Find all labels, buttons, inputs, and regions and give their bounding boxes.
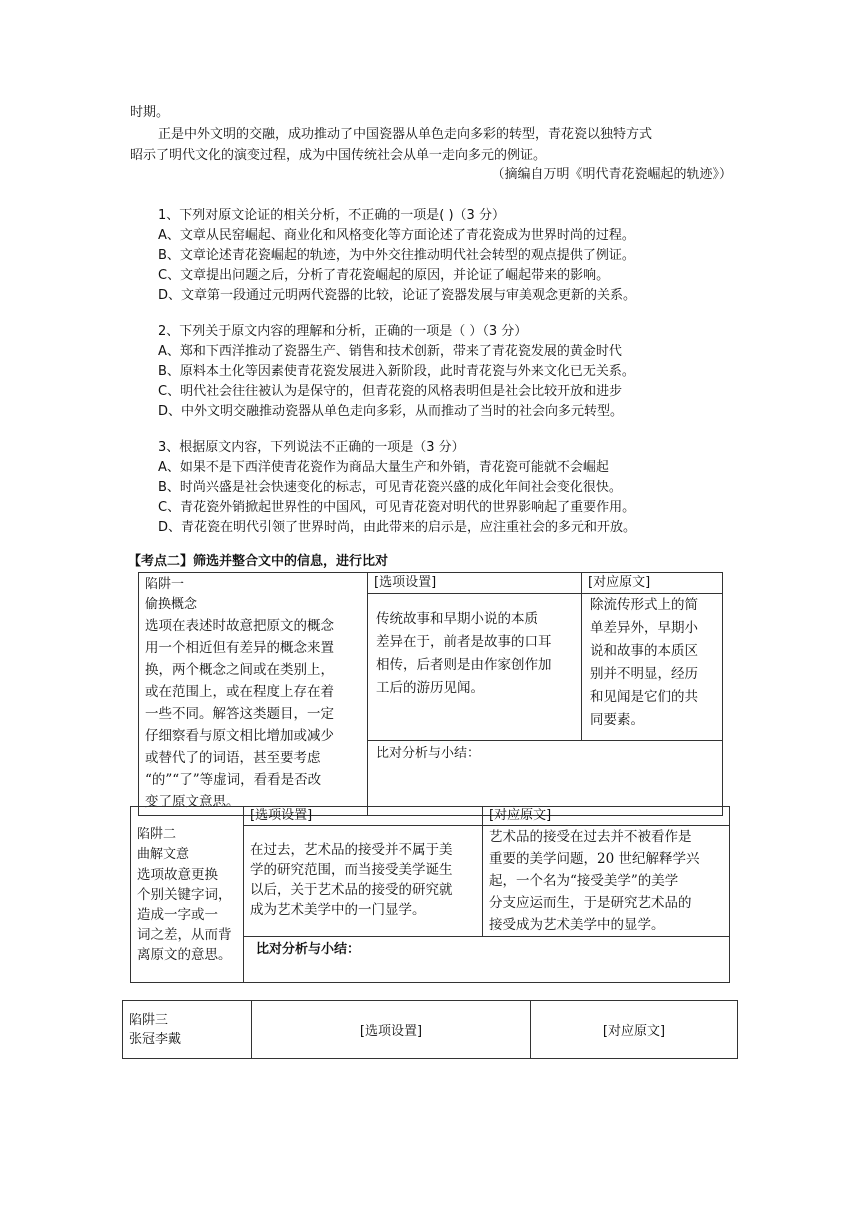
section-heading: 【考点二】筛选并整合文中的信息，进行比对 (128, 554, 389, 569)
trap3-table (122, 1000, 738, 1059)
question-option: B、时尚兴盛是社会快速变化的标志，可见青花瓷兴盛的成化年间社会变化很快。 (158, 480, 622, 495)
trap1-original-cell (582, 573, 723, 741)
trap3-title: 陷阱三 (129, 1012, 169, 1028)
question-stem: 2、下列关于原文内容的理解和分析，正确的一项是（ ）（3 分） (158, 324, 528, 339)
trap3-option-cell (252, 1001, 531, 1059)
passage-line: 正是中外文明的交融，成功推动了中国瓷器从单色走向多彩的转型，青花瓷以独特方式 (158, 127, 653, 142)
question-option: C、青花瓷外销掀起世界性的中国风，可见青花瓷对明代的世界影响起了重要作用。 (158, 500, 636, 515)
trap1-title: 陷阱一 (145, 577, 185, 592)
trap3-original-header: [对应原文] (602, 1024, 666, 1039)
trap1-desc: 选项在表述时故意把原文的概念 用一个相近但有差异的概念来置 换，两个概念之间或在类别上， 或在范围上，或在程度上存在着 一些不同。解答这类题目，一定 仔细察看与原文相比增加或减少 或替代了的词语，甚至要考虑 “的”“了”等虚词，看看是否改 变了原文意思。 (145, 618, 334, 810)
question-stem: 1、下列对原文论证的相关分析，不正确的一项是( )（3 分） (158, 208, 505, 223)
trap2-option-text: 在过去，艺术品的接受并不属于美 学的研究范围，而当接受美学诞生 以后，关于艺术品的接受的研究就 成为艺术美学中的一门显学。 (250, 842, 453, 918)
question-option: C、文章提出问题之后，分析了青花瓷崛起的原因，并论证了崛起带来的影响。 (158, 268, 610, 283)
passage-line: 时期。 (130, 105, 170, 120)
trap2-table (130, 806, 730, 983)
trap1-table (138, 572, 723, 816)
question-option: A、文章从民窑崛起、商业化和风格变化等方面论述了青花瓷成为世界时尚的过程。 (158, 228, 635, 243)
trap2-original-header: [对应原文] (483, 807, 729, 826)
trap2-option-header: [选项设置] (244, 807, 482, 826)
question-stem: 3、根据原文内容，下列说法不正确的一项是（3 分） (158, 440, 465, 455)
trap3-option-header: [选项设置] (359, 1024, 423, 1039)
trap2-name: 曲解文意 (137, 846, 190, 862)
trap1-option-cell (368, 573, 582, 741)
question-option: A、如果不是下西洋使青花瓷作为商品大量生产和外销，青花瓷可能就不会崛起 (158, 460, 609, 475)
trap1-desc-cell (139, 573, 368, 816)
trap2-summary-label: 比对分析与小结： (256, 942, 361, 957)
trap2-option-cell (244, 807, 483, 937)
trap1-option-header: [选项设置] (368, 573, 581, 594)
question-option: A、郑和下西洋推动了瓷器生产、销售和技术创新，带来了青花瓷发展的黄金时代 (158, 344, 622, 359)
trap3-original-cell (531, 1001, 738, 1059)
trap1-summary-label: 比对分析与小结： (376, 745, 481, 761)
trap2-desc-cell (131, 807, 244, 983)
question-option: B、文章论述青花瓷崛起的轨迹，为中外交往推动明代社会转型的观点提供了例证。 (158, 248, 635, 263)
trap1-option-text: 传统故事和早期小说的本质 差异在于，前者是故事的口耳 相传，后者则是由作家创作加 工后的游历见闻。 (376, 611, 552, 696)
question-option: C、明代社会往往被认为是保守的，但青花瓷的风格表明但是社会比较开放和进步 (158, 384, 623, 399)
trap1-summary-cell (368, 740, 723, 815)
trap1-original-text: 除流传形式上的简 单差异外，早期小 说和故事的本质区 别并不明显，经历 和见闻是它们的共 同要素。 (590, 597, 698, 728)
trap3-name: 张冠李戴 (129, 1031, 182, 1047)
trap1-name: 偷换概念 (145, 597, 198, 612)
trap2-summary-cell (244, 937, 730, 983)
question-option: D、青花瓷在明代引领了世界时尚，由此带来的启示是，应注重社会的多元和开放。 (158, 520, 637, 535)
trap2-original-text: 艺术品的接受在过去并不被看作是 重要的美学问题，20 世纪解释学兴 起，一个名为“接受美学”的美学 分支应运而生，于是研究艺术品的 接受成为艺术美学中的显学。 (489, 829, 700, 933)
question-option: D、文章第一段通过元明两代瓷器的比较，论证了瓷器发展与审美观念更新的关系。 (158, 288, 637, 303)
trap2-title: 陷阱二 (137, 826, 177, 842)
passage-line: 昭示了明代文化的演变过程，成为中国传统社会从单一走向多元的例证。 (130, 148, 547, 163)
trap2-original-cell (483, 807, 730, 937)
question-option: B、原料本土化等因素使青花瓷发展进入新阶段，此时青花瓷与外来文化已无关系。 (158, 364, 635, 379)
passage-source: （摘编自万明《明代青花瓷崛起的轨迹》） (491, 167, 732, 182)
trap1-original-header: [对应原文] (582, 573, 722, 594)
question-option: D、中外文明交融推动瓷器从单色走向多彩，从而推动了当时的社会向多元转型。 (158, 404, 624, 419)
trap2-desc: 选项故意更换 个别关键字词， 造成一字或一 词之差，从而背 离原文的意思。 (137, 866, 232, 963)
trap3-desc-cell (123, 1001, 252, 1059)
